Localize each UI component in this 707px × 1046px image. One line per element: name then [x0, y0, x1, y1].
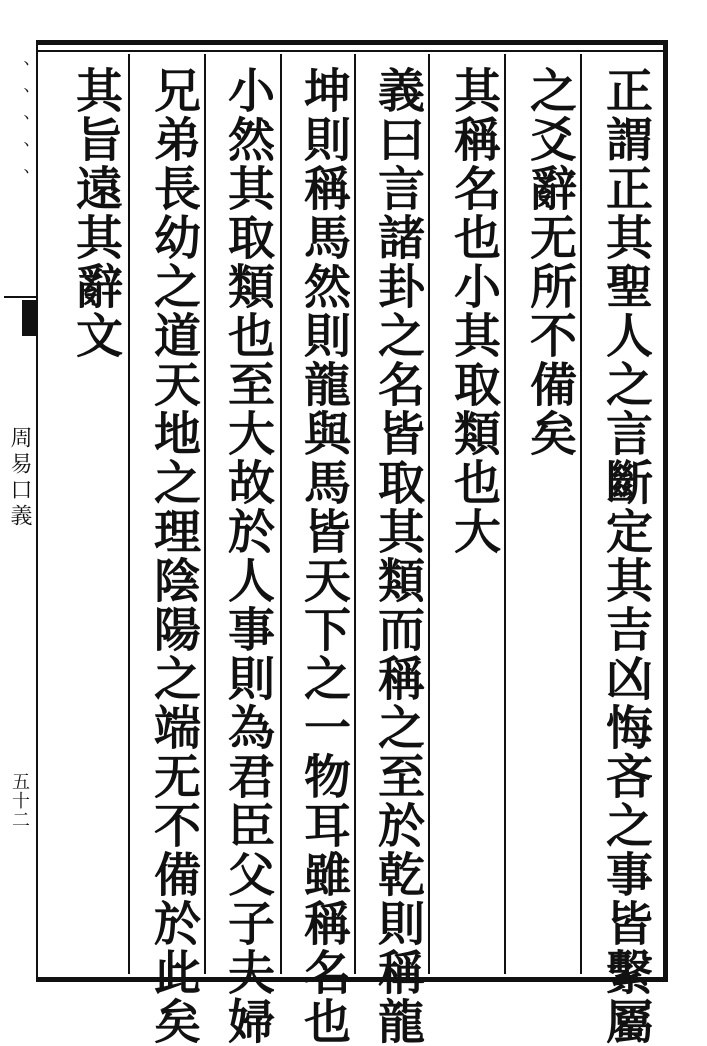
fishtail-mark: [22, 300, 36, 336]
text-column-3: 其稱名也小其取類也大: [446, 66, 501, 556]
book-title: 周易口義: [7, 426, 32, 530]
text-column-2: 之爻辭无所不備矣: [522, 66, 577, 458]
gutter-marks: 、、、、、: [9, 60, 30, 204]
column-rule: [204, 54, 206, 974]
frame-inner-rule: [36, 50, 668, 52]
column-rule: [580, 54, 582, 974]
column-rule: [428, 54, 430, 974]
text-column-8: 其旨遠其辭文: [68, 66, 123, 360]
column-rule: [280, 54, 282, 974]
column-rule: [504, 54, 506, 974]
text-column-1: 正謂正其聖人之言斷定其吉凶悔吝之事皆繫屬: [598, 66, 653, 1046]
text-column-6: 小然其取類也至大故於人事則為君臣父子夫婦: [220, 66, 275, 1046]
text-column-4: 義曰言諸卦之名皆取其類而稱之至於乾則稱龍: [370, 66, 425, 1046]
column-rule: [354, 54, 356, 974]
text-column-5: 坤則稱馬然則龍與馬皆天下之一物耳雖稱名也: [296, 66, 351, 1046]
page-number: 五十二: [9, 772, 30, 829]
fishtail-line: [4, 296, 36, 298]
column-rule: [128, 54, 130, 974]
text-column-7: 兄弟長幼之道天地之理陰陽之端无不備於此矣: [146, 66, 201, 1046]
